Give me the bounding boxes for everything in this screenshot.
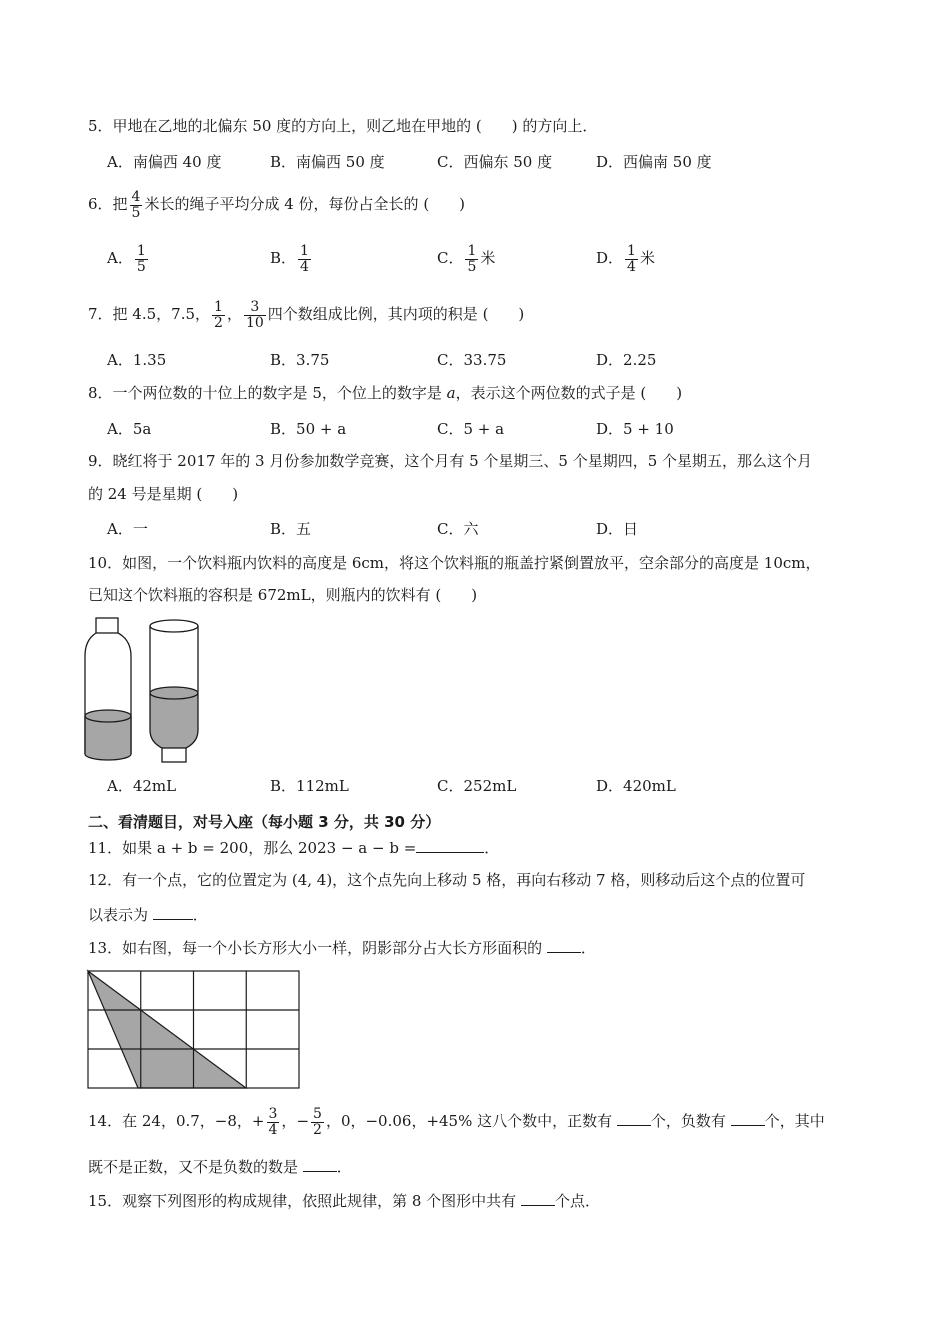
q6-option-a-label: A． (107, 249, 133, 267)
q14-f1-sign: + (251, 1112, 265, 1130)
q8-text-b: ，表示这个两位数的式子是 ( ) (455, 384, 683, 402)
question-15-text (88, 1191, 600, 1211)
q6-d-unit: 米 (639, 249, 655, 267)
q8-a-label: A． (107, 420, 133, 438)
q6-option-c-fraction (465, 244, 478, 275)
inverted-bottle (150, 620, 198, 762)
q7-fraction-2 (244, 300, 266, 331)
q6-prefix: 6．把 (88, 195, 128, 213)
q15-text-b: 个点． (554, 1192, 600, 1210)
question-14-line-1 (88, 1103, 825, 1139)
q13-answer-blank[interactable] (547, 938, 581, 953)
q6-d-num: 1 (627, 242, 636, 259)
q12-text-a: 以表示为 (88, 906, 149, 924)
q5-option-a[interactable]: A．南偏西 40 度 (107, 153, 222, 171)
q7-suffix: 四个数组成比例，其内项的积是 ( ) (267, 305, 525, 323)
q8-a-expr: 5a (132, 420, 152, 438)
q7-fraction-1 (212, 300, 225, 331)
q8-d-expr: 5 + 10 (623, 420, 674, 438)
q6-d-den: 4 (627, 258, 636, 275)
q10-option-c[interactable]: C．252mL (437, 777, 517, 795)
q14-separator: ， (281, 1112, 297, 1130)
q8-option-d[interactable] (596, 419, 674, 439)
q14-positive-blank[interactable] (617, 1111, 651, 1126)
q8-text-a: 8．一个两位数的十位上的数字是 5，个位上的数字是 (88, 384, 447, 402)
q14-prefix: 14．在 24，0.7，−8， (88, 1112, 252, 1130)
q8-option-a[interactable] (107, 419, 151, 439)
q14-line2-text-b: ． (336, 1158, 352, 1176)
q7-prefix: 7．把 4.5，7.5， (88, 305, 211, 323)
question-11-text (88, 838, 499, 858)
q7-option-a[interactable]: A．1.35 (107, 351, 167, 369)
q7-separator: ， (226, 305, 242, 323)
q6-c-den: 5 (467, 258, 477, 275)
q8-b-expr: 50 + a (296, 420, 347, 438)
q6-suffix: 米长的绳子平均分成 4 份，每份占全长的 ( ) (144, 195, 466, 213)
q6-option-a-fraction (135, 244, 148, 275)
q14-negative-blank[interactable] (731, 1111, 765, 1126)
question-5-text: 5．甲地在乙地的北偏东 50 度的方向上，则乙地在甲地的 ( ) 的方向上． (88, 117, 598, 135)
q6-option-c-label: C． (437, 249, 464, 267)
q14-f2-sign: − (296, 1112, 310, 1130)
grid-figure (86, 969, 302, 1091)
q8-option-b[interactable] (270, 419, 346, 439)
q6-option-b-label: B． (270, 249, 297, 267)
upright-bottle (85, 618, 131, 760)
q9-option-d[interactable]: D．日 (596, 520, 639, 538)
q7-f1-num: 1 (214, 298, 223, 315)
q5-option-c[interactable]: C．西偏东 50 度 (437, 153, 553, 171)
section-2-title: 二、看清题目，对号入座（每小题 3 分，共 30 分） (88, 813, 441, 831)
q6-option-d[interactable] (596, 240, 655, 276)
q14-f2-den: 2 (313, 1121, 322, 1138)
question-8-text (88, 383, 682, 403)
q7-f2-den: 10 (245, 314, 264, 331)
q9-option-a[interactable]: A．一 (107, 520, 148, 538)
q14-f1-num: 3 (268, 1105, 278, 1122)
q8-b-label: B． (270, 420, 297, 438)
q7-option-b[interactable]: B．3.75 (270, 351, 330, 369)
q6-option-b[interactable] (270, 240, 313, 276)
q5-option-d[interactable]: D．西偏南 50 度 (596, 153, 712, 171)
shaded-triangle (88, 971, 246, 1088)
q8-c-label: C． (437, 420, 464, 438)
question-9-line-2: 的 24 号是星期 ( ) (88, 485, 239, 503)
q6-frac-den: 5 (131, 204, 141, 221)
q14-f2-num: 5 (313, 1105, 322, 1122)
question-7-text (88, 296, 524, 332)
q10-option-d[interactable]: D．420mL (596, 777, 676, 795)
q7-f1-den: 2 (214, 314, 223, 331)
q6-option-b-fraction (298, 244, 311, 275)
q8-variable: a (446, 384, 456, 402)
q6-fraction (130, 190, 143, 221)
q8-c-expr: 5 + a (463, 420, 505, 438)
q11-answer-blank[interactable] (416, 838, 484, 853)
q13-text-b: ． (580, 939, 596, 957)
question-10-line-1: 10．如图，一个饮料瓶内饮料的高度是 6cm，将这个饮料瓶的瓶盖拧紧倒置放平，空余部分的高度是 10cm， (88, 554, 821, 572)
q9-option-c[interactable]: C．六 (437, 520, 479, 538)
q5-option-b[interactable]: B．南偏西 50 度 (270, 153, 385, 171)
question-12-line-1: 12．有一个点，它的位置定为 (4, 4)，这个点先向上移动 5 格，再向右移动 7 格，则移动后这个点的位置可 (88, 871, 806, 889)
q11-text-a: 11．如果 a + b = 200，那么 2023 − a − b = (88, 839, 417, 857)
q6-c-num: 1 (467, 242, 477, 259)
question-12-line-2 (88, 905, 208, 925)
q15-answer-blank[interactable] (521, 1191, 555, 1206)
q10-option-b[interactable]: B．112mL (270, 777, 349, 795)
q11-text-b: ． (484, 839, 500, 857)
bottle-figure (80, 612, 210, 770)
q9-option-b[interactable]: B．五 (270, 520, 312, 538)
q14-text-2: 个，其中 (764, 1112, 825, 1130)
question-9-line-1: 9．晓红将于 2017 年的 3 月份参加数学竞赛，这个月有 5 个星期三、5 个星期四，5 个星期五，那么这个月 (88, 452, 813, 470)
q14-fraction-1 (267, 1107, 280, 1138)
q6-option-d-label: D． (596, 249, 624, 267)
q14-mid-text: ，0，−0.06，+45% 这八个数中，正数有 (325, 1112, 613, 1130)
question-10-line-2: 已知这个饮料瓶的容积是 672mL，则瓶内的饮料有 ( ) (88, 586, 478, 604)
question-6-text (88, 186, 465, 222)
question-13-text (88, 938, 596, 958)
q8-option-c[interactable] (437, 419, 504, 439)
q7-f2-num: 3 (244, 300, 266, 316)
q6-option-a[interactable] (107, 240, 150, 276)
q15-text-a: 15．观察下列图形的构成规律，依照此规律，第 8 个图形中共有 (88, 1192, 517, 1210)
q8-d-label: D． (596, 420, 624, 438)
q6-a-num: 1 (136, 242, 146, 259)
q12-answer-blank[interactable] (153, 905, 193, 920)
q14-fraction-2 (311, 1107, 324, 1138)
q6-b-num: 1 (300, 242, 309, 259)
q14-zero-blank[interactable] (303, 1157, 337, 1172)
q14-f1-den: 4 (268, 1121, 278, 1138)
q6-b-den: 4 (300, 258, 309, 275)
q6-frac-num: 4 (131, 188, 141, 205)
q13-text-a: 13．如右图，每一个小长方形大小一样，阴影部分占大长方形面积的 (88, 939, 543, 957)
q7-option-d[interactable]: D．2.25 (596, 351, 657, 369)
q6-option-c[interactable] (437, 240, 495, 276)
q14-line2-text-a: 既不是正数，又不是负数的数是 (88, 1158, 299, 1176)
q6-a-den: 5 (136, 258, 146, 275)
q7-option-c[interactable]: C．33.75 (437, 351, 507, 369)
q10-option-a[interactable]: A．42mL (107, 777, 177, 795)
q14-text-1: 个，负数有 (650, 1112, 726, 1130)
q12-text-b: ． (192, 906, 208, 924)
q6-c-unit: 米 (480, 249, 496, 267)
question-14-line-2 (88, 1157, 352, 1177)
q6-option-d-fraction (625, 244, 638, 275)
